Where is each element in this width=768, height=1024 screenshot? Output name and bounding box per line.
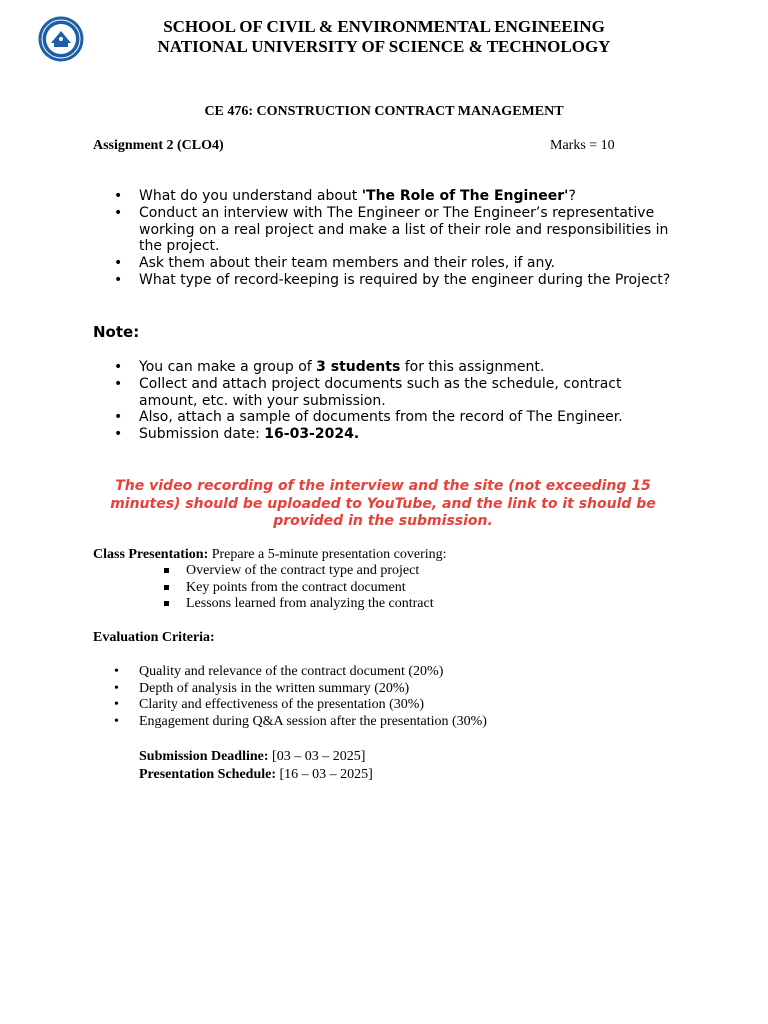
presentation-topic-list [163,563,434,613]
note-emphasis: 3 students [316,359,401,375]
list-item: • Clarity and effectiveness of the presentation (30%) [114,697,679,714]
deadline-value: [03 – 03 – 2025] [268,749,366,764]
list-item: Lessons learned from analyzing the contract [163,596,434,613]
list-item [114,188,679,205]
school-name: SCHOOL OF CIVIL & ENVIRONMENTAL ENGINEEING [163,17,605,36]
note-text: for this assignment. [400,359,545,375]
document-header [0,17,768,57]
evaluation-heading: Evaluation Criteria: [93,630,215,645]
submission-deadline [139,748,373,766]
presentation-schedule [139,766,373,784]
schedule-block [139,748,373,783]
class-presentation-label: Class Presentation: [93,547,209,562]
list-item: • Collect and attach project documents such as the schedule, contract amount, etc. with your submission. [114,376,679,410]
presentation-value: [16 – 03 – 2025] [276,766,373,782]
note-text: Submission date: [139,426,265,443]
list-item: • Conduct an interview with The Engineer or The Engineer’s representative working on a real project and make a list of their role and responsibilities in the project. [114,205,679,255]
class-presentation [93,547,447,563]
list-item: • Depth of analysis in the written summary (20%) [114,681,679,698]
question-text: What do you understand about [139,188,362,204]
question-text: ? [568,188,576,204]
note-list [114,359,679,443]
list-item [114,359,679,376]
assignment-label: Assignment 2 (CLO4) [93,138,224,153]
submission-date: 16-03-2024. [264,426,360,443]
presentation-label: Presentation Schedule: [139,766,277,782]
deadline-label: Submission Deadline: [139,749,269,764]
marks-label: Marks = 10 [550,138,615,153]
list-item [114,426,679,443]
list-item: • Engagement during Q&A session after the presentation (30%) [114,714,679,731]
list-item: Overview of the contract type and project [163,563,434,580]
video-note: The video recording of the interview and the site (not exceeding 15 minutes) should be uploaded to YouTube, and the link to it should be provided in the submission. [110,478,656,529]
list-item: • What type of record-keeping is required by the engineer during the Project? [114,272,679,289]
evaluation-list [114,664,679,730]
list-item: Key points from the contract document [163,580,434,597]
list-item: • Also, attach a sample of documents from the record of The Engineer. [114,409,679,426]
note-heading: Note: [93,323,140,341]
course-title: CE 476: CONSTRUCTION CONTRACT MANAGEMENT [204,104,564,119]
list-item: • Ask them about their team members and their roles, if any. [114,255,679,272]
question-list [114,188,679,289]
list-item: • Quality and relevance of the contract document (20%) [114,664,679,681]
question-emphasis: 'The Role of The Engineer' [361,188,569,204]
note-text: You can make a group of [139,359,317,375]
university-name: NATIONAL UNIVERSITY OF SCIENCE & TECHNOLOGY [157,37,611,56]
class-presentation-text: Prepare a 5-minute presentation covering: [208,547,447,562]
